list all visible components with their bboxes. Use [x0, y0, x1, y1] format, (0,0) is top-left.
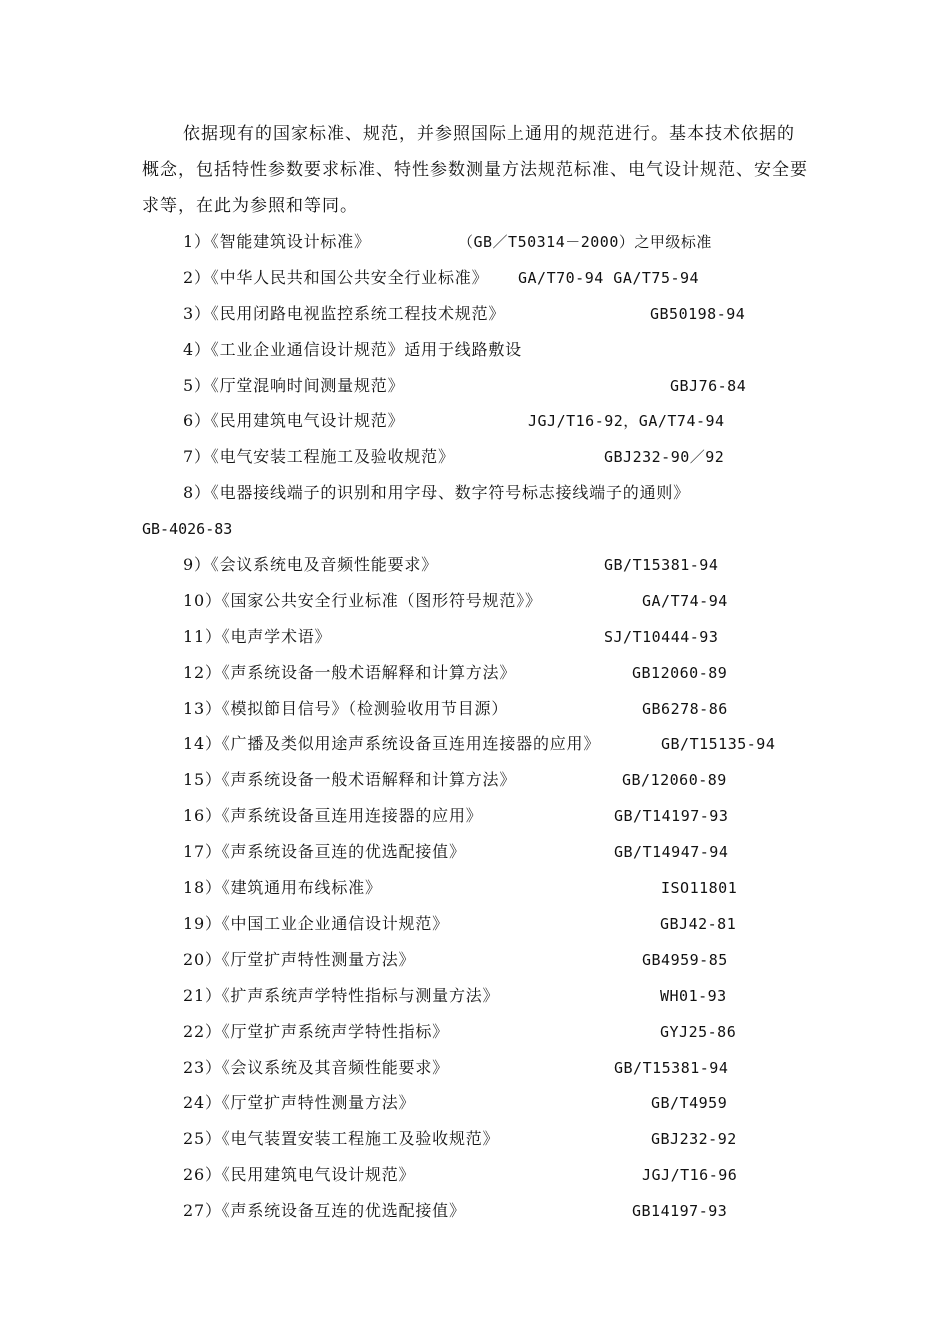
list-item: [0, 260, 950, 296]
list-item: [0, 1050, 950, 1086]
standard-title: 23）《会议系统及其音频性能要求》: [183, 1057, 449, 1077]
standard-title: 25）《电气装置安装工程施工及验收规范》: [183, 1129, 500, 1149]
standard-code: GBJ232-90／92: [604, 448, 725, 467]
list-item: [0, 368, 950, 404]
standard-code: GB12060-89: [632, 663, 728, 682]
standard-title: 15）《声系统设备一般术语解释和计算方法》: [183, 770, 517, 790]
standard-title: 1）《智能建筑设计标准》: [183, 232, 371, 251]
standard-code: （GB／T50314－2000）之甲级标准: [458, 233, 712, 251]
list-item: [0, 906, 950, 942]
list-item: [0, 1157, 950, 1193]
standard-title: 20）《厅堂扩声特性测量方法》: [183, 949, 416, 969]
standard-code: GB6278-86: [642, 699, 728, 718]
list-item: [0, 583, 950, 619]
standard-code: GB/T14947-94: [614, 843, 729, 862]
standard-code: GBJ76-84: [670, 376, 747, 395]
standard-title: 19）《中国工业企业通信设计规范》: [183, 913, 449, 933]
standard-code: GB/T15135-94: [661, 735, 776, 754]
standard-code: GB-4026-83: [142, 520, 233, 539]
standard-title: 6）《民用建筑电气设计规范》: [183, 411, 405, 431]
standard-title: 10）《国家公共安全行业标准（图形符号规范》》: [183, 590, 542, 610]
list-item: [0, 691, 950, 727]
standard-title: 17）《声系统设备亘连的优选配接值》: [183, 842, 466, 862]
standard-title: 9）《会议系统电及音频性能要求》: [183, 555, 438, 575]
standard-code: GB4959-85: [642, 950, 728, 969]
standard-title: 16）《声系统设备亘连用连接器的应用》: [183, 806, 483, 826]
list-item: [0, 1014, 950, 1050]
list-item: [0, 870, 950, 906]
standard-code: GA/T74-94: [642, 591, 728, 610]
standard-code: GB/T15381-94: [604, 556, 719, 575]
list-item: [0, 942, 950, 978]
standard-code: GB/T15381-94: [614, 1058, 729, 1077]
standard-title: 12）《声系统设备一般术语解释和计算方法》: [183, 662, 517, 682]
standard-code: ISO11801: [661, 879, 738, 898]
list-item: [0, 296, 950, 332]
standard-title: 27）《声系统设备互连的优选配接值》: [183, 1201, 466, 1221]
list-item: [0, 834, 950, 870]
list-item: [0, 475, 950, 547]
standard-code: GBJ232-92: [651, 1130, 737, 1149]
list-item: [0, 762, 950, 798]
standard-title: 26）《民用建筑电气设计规范》: [183, 1165, 416, 1185]
standard-title: 4）《工业企业通信设计规范》适用于线路敷设: [183, 339, 522, 359]
standard-title: 2）《中华人民共和国公共安全行业标准》: [183, 267, 489, 287]
standard-code: WH01-93: [660, 986, 727, 1005]
standard-code: GB/T4959: [651, 1094, 728, 1113]
standard-title: 24）《厅堂扩声特性测量方法》: [183, 1093, 416, 1113]
intro-paragraph: 依据现有的国家标准、规范，并参照国际上通用的规范进行。基本技术依据的概念，包括特性参数要求标准、特性参数测量方法规范标准、电气设计规范、安全要求等，在此为参照和等同。: [142, 124, 808, 216]
list-item: [0, 547, 950, 583]
standard-code: SJ/T10444-93: [604, 627, 719, 646]
standard-title: 14）《广播及类似用途声系统设备亘连用连接器的应用》: [183, 734, 601, 754]
standard-title: 13）《模拟節目信号》（检测验收用节目源）: [183, 698, 509, 718]
list-item: [0, 798, 950, 834]
standard-title: 3）《民用闭路电视监控系统工程技术规范》: [183, 303, 506, 323]
standard-code: GB/12060-89: [622, 771, 727, 790]
standard-title: 7）《电气安装工程施工及验收规范》: [183, 447, 455, 467]
standard-code: JGJ/T16-92，GA/T74-94: [528, 412, 725, 431]
list-item: [0, 978, 950, 1014]
list-item: [0, 224, 950, 260]
list-item: [0, 1085, 950, 1121]
standard-code: GBJ42-81: [660, 914, 737, 933]
standard-code: GB14197-93: [632, 1202, 728, 1221]
standard-title: 22）《厅堂扩声系统声学特性指标》: [183, 1021, 449, 1041]
list-item: [0, 332, 950, 368]
standard-code: JGJ/T16-96: [642, 1166, 738, 1185]
standard-code: GYJ25-86: [660, 1022, 737, 1041]
standard-title: 5）《厅堂混响时间测量规范》: [183, 375, 405, 395]
standard-title: 11）《电声学术语》: [183, 626, 332, 646]
list-item: [0, 1121, 950, 1157]
list-item: [0, 619, 950, 655]
list-item: [0, 403, 950, 439]
standard-code: GB50198-94: [650, 304, 746, 323]
standard-title: 21）《扩声系统声学特性指标与测量方法》: [183, 985, 500, 1005]
list-item: [0, 726, 950, 762]
standard-title: 8）《电器接线端子的识别和用字母、数字符号标志接线端子的通则》: [183, 483, 690, 503]
list-item: [0, 655, 950, 691]
standards-list: [0, 224, 950, 1229]
standard-code: GB/T14197-93: [614, 807, 729, 826]
standard-code: GA/T70-94 GA/T75-94: [518, 268, 700, 287]
list-item: [0, 439, 950, 475]
list-item: [0, 1193, 950, 1229]
standard-title: 18）《建筑通用布线标准》: [183, 878, 382, 898]
